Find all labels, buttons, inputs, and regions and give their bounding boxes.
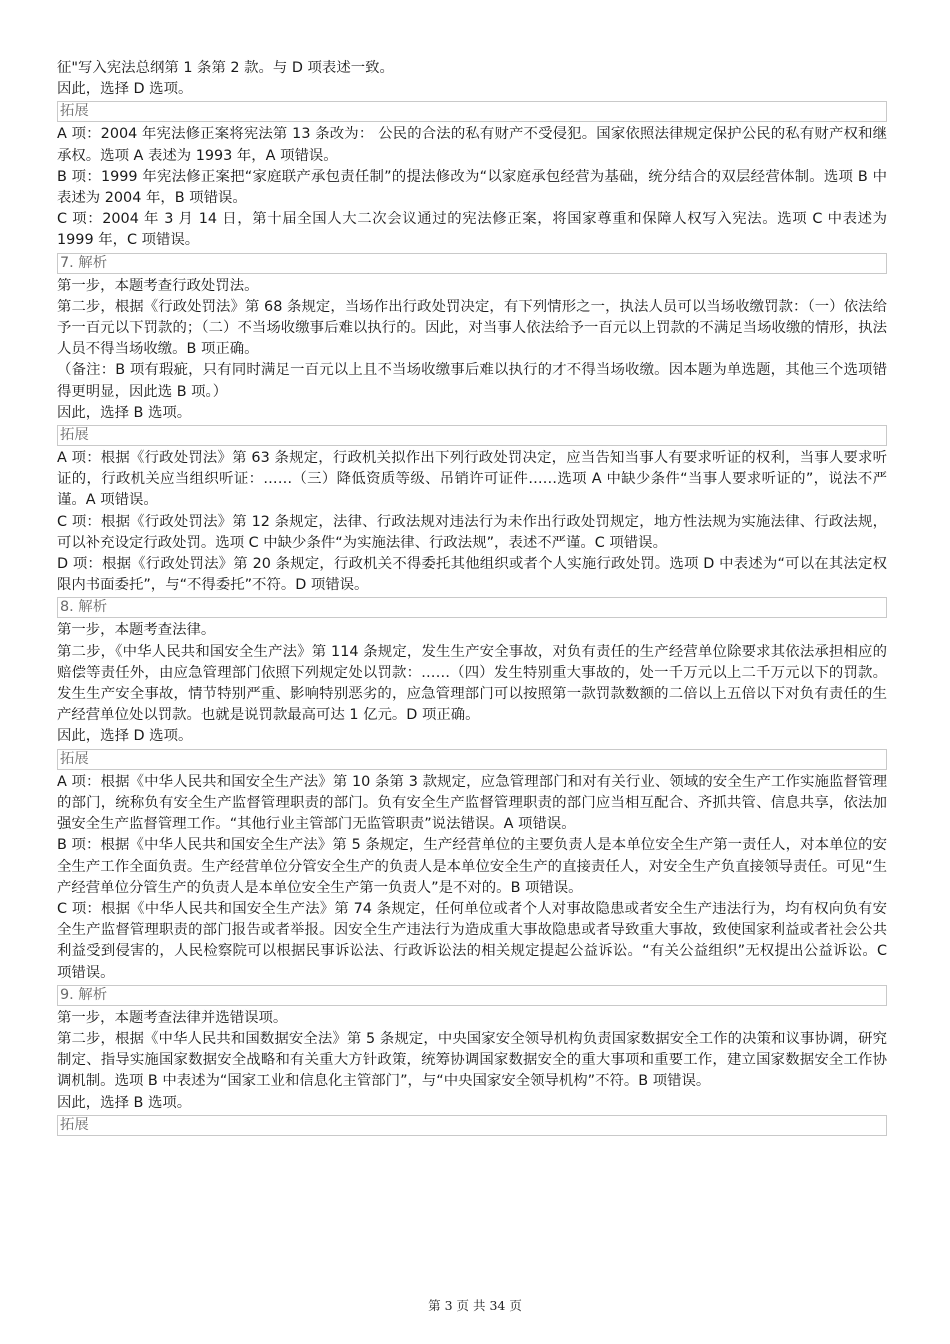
section-header-box: 拓展 (57, 749, 887, 770)
paragraph: B 项：根据《中华人民共和国安全生产法》第 5 条规定，生产经营单位的主要负责人是本单位安全生产第一责任人，对本单位的安全生产工作全面负责。生产经营单位分管安全生产的负责人是本单位安全生产的直接责任人，对安全生产负直接领导责任。可见“生产经营单位分管生产的负责人是本单位安全生产第一负责人”是不对的。B 项错误。 (57, 837, 887, 896)
paragraph: 第二步，根据《行政处罚法》第 68 条规定，当场作出行政处罚决定，有下列情形之一，执法人员可以当场收缴罚款：（一）依法给予一百元以下罚款的；（二）不当场收缴事后难以执行的。因此，对当事人依法给予一百元以上罚款的不满足当场收缴的情形，执法人员不得当场收缴。B 项正确。 (57, 298, 887, 358)
paragraph: D 项：根据《行政处罚法》第 20 条规定，行政机关不得委托其他组织或者个人实施行政处罚。选项 D 中表述为“可以在其法定权限内书面委托”，与“不得委托”不符。D 项错误。 (57, 556, 887, 594)
section-header-box: 拓展 (57, 1115, 887, 1136)
section-header-box: 8. 解析 (57, 597, 887, 618)
paragraph: 征"写入宪法总纲第 1 条第 2 款。与 D 项表述一致。 (57, 60, 394, 76)
paragraph: 因此，选择 D 选项。 (57, 81, 193, 98)
section-header-box: 拓展 (57, 425, 887, 446)
paragraph: 第二步，《中华人民共和国安全生产法》第 114 条规定，发生生产安全事故，对负有责任的生产经营单位除要求其依法承担相应的赔偿等责任外，由应急管理部门依照下列规定处以罚款：……（四）发生特别重大事故的，处一千万元以上二千万元以下的罚款。发生生产安全事故，情节特别严重、影响特别恶劣的，应急管理部门可以按照第一款罚款数额的二倍以上五倍以下对负有责任的生产经营单位处以罚款。也就是说罚款最高可达 1 亿元。D 项正确。 (57, 643, 887, 724)
paragraph: A 项：根据《行政处罚法》第 63 条规定，行政机关拟作出下列行政处罚决定，应当告知当事人有要求听证的权利，当事人要求听证的，行政机关应当组织听证：……（三）降低资质等级、吊销许可证件……选项 A 中缺少条件“当事人要求听证的”，说法不严谨。A 项错误。 (57, 450, 887, 509)
paragraph: 因此，选择 D 选项。 (57, 728, 193, 745)
paragraph: C 项：根据《行政处罚法》第 12 条规定，法律、行政法规对违法行为未作出行政处罚规定，地方性法规为实施法律、行政法规，可以补充设定行政处罚。选项 C 中缺少条件“为实施法律、行政法规”，表述不严谨。C 项错误。 (57, 513, 887, 551)
paragraph: 第一步，本题考查法律并选错误项。 (57, 1009, 288, 1026)
document-page (57, 58, 892, 1138)
paragraph: A 项：根据《中华人民共和国安全生产法》第 10 条第 3 款规定，应急管理部门和对有关行业、领域的安全生产工作实施监督管理的部门，统称负有安全生产监督管理职责的部门。负有安全生产监督管理职责的部门应当相互配合、齐抓共管、信息共享，依法加强安全生产监督管理工作。“其他行业主管部门无监管职责”说法错误。A 项错误。 (57, 773, 887, 833)
paragraph: 第一步，本题考查法律。 (57, 622, 216, 639)
page-footer: 第 3 页 共 34 页 (428, 1298, 522, 1313)
paragraph: 因此，选择 B 选项。 (57, 404, 192, 421)
paragraph: C 项：2004 年 3 月 14 日，第十届全国人大二次会议通过的宪法修正案，将国家尊重和保障人权写入宪法。选项 C 中表述为 1999 年，C 项错误。 (57, 211, 892, 249)
paragraph: A 项：2004 年宪法修正案将宪法第 13 条改为： 公民的合法的私有财产不受侵犯。国家依照法律规定保护公民的私有财产权和继承权。选项 A 表述为 1993 年，A 项错误。 (57, 126, 887, 164)
paragraph: （备注：B 项有瑕疵，只有同时满足一百元以上且不当场收缴事后难以执行的才不得当场收缴。因本题为单选题，其他三个选项错得更明显，因此选 B 项。） (57, 362, 887, 400)
paragraph: 第一步，本题考查行政处罚法。 (57, 277, 259, 294)
section-header-box: 7. 解析 (57, 253, 887, 274)
paragraph: B 项：1999 年宪法修正案把“家庭联产承包责任制”的提法修改为“以家庭承包经营为基础，统分结合的双层经营体制。选项 B 中表述为 2004 年，B 项错误。 (57, 168, 887, 207)
section-header-box: 拓展 (57, 101, 887, 122)
section-header-box: 9. 解析 (57, 985, 887, 1006)
paragraph: 第二步，根据《中华人民共和国数据安全法》第 5 条规定，中央国家安全领导机构负责国家数据安全工作的决策和议事协调，研究制定、指导实施国家数据安全战略和有关重大方针政策，统筹协调国家数据安全的重大事项和重要工作，建立国家数据安全工作协调机制。选项 B 中表述为“国家工业和信息化主管部门”，与“中央国家安全领导机构”不符。B 项错误。 (57, 1030, 887, 1090)
paragraph: C 项：根据《中华人民共和国安全生产法》第 74 条规定，任何单位或者个人对事故隐患或者安全生产违法行为，均有权向负有安全生产监督管理职责的部门报告或者举报。因安全生产违法行为造成重大事故隐患或者导致重大事故，致使国家利益或者社会公共利益受到侵害的，人民检察院可以根据民事诉讼法、行政诉讼法的相关规定提起公益诉讼。“有关公益组织”无权提出公益诉讼。C 项错误。 (57, 900, 892, 981)
paragraph: 因此，选择 B 选项。 (57, 1094, 192, 1111)
